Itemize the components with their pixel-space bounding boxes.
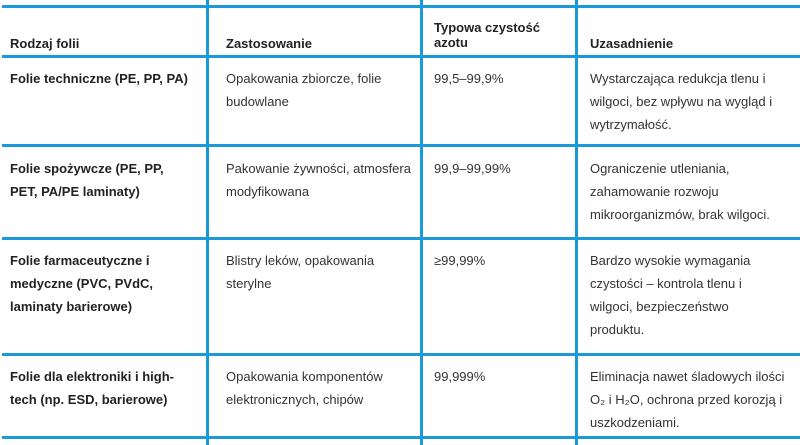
cell-use: Opakowania zbiorcze, folie budowlane (226, 71, 382, 109)
column-header-purity: Typowa czystość azotu (434, 20, 540, 50)
cell-purity: 99,999% (434, 369, 486, 384)
cell-use: Blistry leków, opakowania sterylne (226, 253, 375, 291)
cell-reason: Eliminacja nawet śladowych ilości O₂ i H₂O, ochrona przed korozją i uszkodzeniami. (590, 369, 785, 430)
column-header-use: Zastosowanie (226, 36, 312, 51)
cell-reason: Bardzo wysokie wymagania czystości – kontrola tlenu i wilgoci, bezpieczeństwo produktu. (590, 253, 751, 337)
column-divider (575, 0, 578, 445)
cell-purity: ≥99,99% (434, 253, 486, 268)
cell-use: Pakowanie żywności, atmosfera modyfikowana (226, 161, 411, 199)
header-separator (2, 55, 800, 58)
row-separator (2, 144, 800, 147)
cell-type: Folie spożywcze (PE, PP, PET, PA/PE laminaty) (10, 161, 164, 199)
row-separator (2, 237, 800, 240)
cell-purity: 99,9–99,99% (434, 161, 511, 176)
cell-use: Opakowania komponentów elektronicznych, chipów (226, 369, 383, 407)
cell-type: Folie techniczne (PE, PP, PA) (10, 71, 188, 86)
cell-type: Folie farmaceutyczne i medyczne (PVC, PVdC, laminaty barierowe) (10, 253, 154, 314)
column-divider (206, 0, 209, 445)
cell-type: Folie dla elektroniki i high-tech (np. ESD, barierowe) (10, 369, 174, 407)
cell-purity: 99,5–99,9% (434, 71, 504, 86)
row-separator (2, 353, 800, 356)
column-divider (420, 0, 423, 445)
cell-reason: Ograniczenie utleniania, zahamowanie rozwoju mikroorganizmów, brak wilgoci. (590, 161, 770, 222)
column-header-reason: Uzasadnienie (590, 36, 674, 51)
cell-reason: Wystarczająca redukcja tlenu i wilgoci, bez wpływu na wygląd i wytrzymałość. (590, 71, 773, 132)
row-separator (2, 436, 800, 439)
column-header-type: Rodzaj folii (10, 36, 80, 51)
table-border-top (2, 5, 800, 8)
